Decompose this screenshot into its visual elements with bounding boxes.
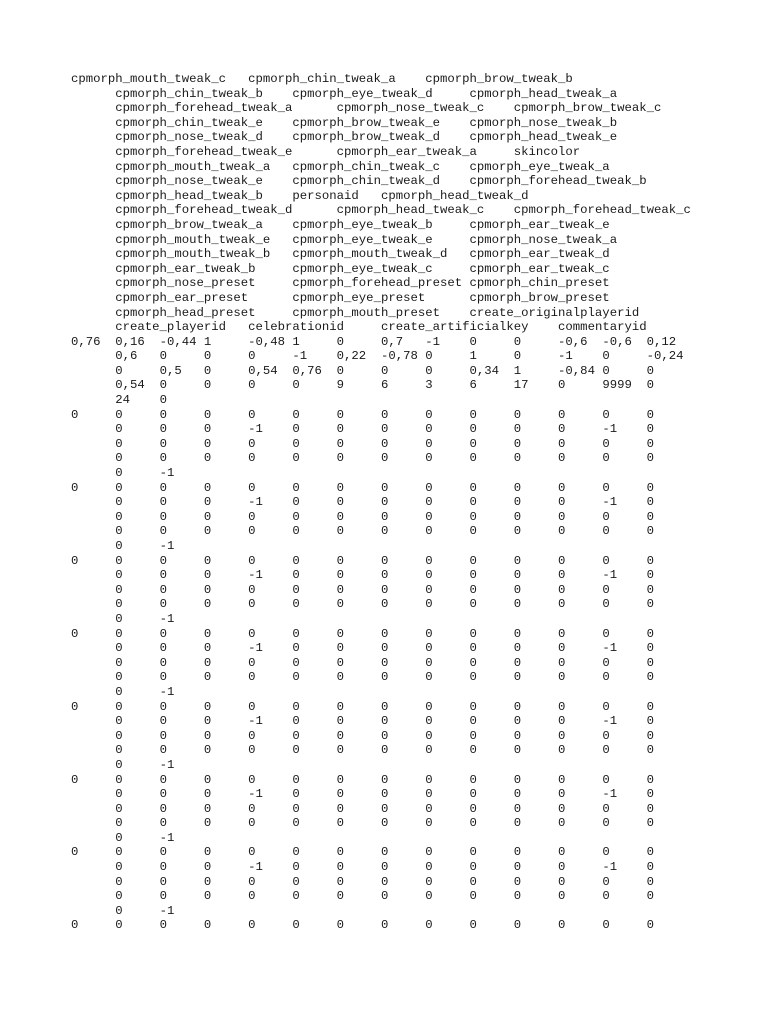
header-line: cpmorph_forehead_tweak_d cpmorph_head_tweak_c cpmorph_forehead_tweak_c [71,203,691,218]
data-line: 0,54 0 0 0 0 9 6 3 6 17 0 9999 0 [71,378,654,393]
data-line: 0,6 0 0 0 -1 0,22 -0,78 0 1 0 -1 0 -0,24 [71,349,684,364]
document-text [71,72,691,933]
data-line: 0 0 0 -1 0 0 0 0 0 0 0 -1 0 [71,495,654,510]
data-line: 0 0 0 -1 0 0 0 0 0 0 0 -1 0 [71,787,654,802]
data-line: 0 -1 [71,539,175,553]
header-line: cpmorph_forehead_tweak_a cpmorph_nose_tweak_c cpmorph_brow_tweak_c [71,101,662,116]
data-line: 0 -1 [71,684,175,699]
header-line: cpmorph_head_tweak_b personaid cpmorph_head_tweak_d [71,188,529,203]
data-line: 0 0 0 0 0 0 0 0 0 0 0 0 0 0 [71,626,654,641]
data-line: 0 0 0 -1 0 0 0 0 0 0 0 -1 0 [71,641,654,656]
header-line: cpmorph_nose_tweak_d cpmorph_brow_tweak_d cpmorph_head_tweak_e [71,130,618,145]
data-line: 0 0 0 -1 0 0 0 0 0 0 0 -1 0 [71,422,654,437]
data-line: 0 0 0 0 0 0 0 0 0 0 0 0 0 [71,889,654,904]
data-line: 0 0 0 0 0 0 0 0 0 0 0 0 0 [71,728,654,743]
data-line: 0,76 0,16 -0,44 1 -0,48 1 0 0,7 -1 0 0 -0,6 -0,6 0,12 [71,334,677,349]
header-line: cpmorph_nose_tweak_e cpmorph_chin_tweak_d cpmorph_forehead_tweak_b [71,174,647,189]
header-line: cpmorph_ear_preset cpmorph_eye_preset cpmorph_brow_preset [71,290,610,305]
data-line: 0 0 0 0 0 0 0 0 0 0 0 0 0 0 [71,553,654,568]
header-line: create_playerid celebrationid create_artificialkey commentaryid [71,320,647,335]
data-line: 0 0 0 0 0 0 0 0 0 0 0 0 0 [71,451,654,466]
header-line: cpmorph_nose_preset cpmorph_forehead_preset cpmorph_chin_preset [71,276,610,291]
header-line: cpmorph_mouth_tweak_c cpmorph_chin_tweak_a cpmorph_brow_tweak_b [71,72,573,86]
data-line: 0 -1 [71,757,175,772]
data-line: 0 0 0 0 0 0 0 0 0 0 0 0 0 [71,436,654,451]
data-line: 0 0,5 0 0,54 0,76 0 0 0 0,34 1 -0,84 0 0 [71,363,654,378]
data-line: 0 0 0 0 0 0 0 0 0 0 0 0 0 0 [71,772,654,787]
data-line: 0 0 0 0 0 0 0 0 0 0 0 0 0 0 [71,845,654,860]
header-line: cpmorph_head_preset cpmorph_mouth_preset create_originalplayerid [71,305,640,320]
data-line: 0 0 0 0 0 0 0 0 0 0 0 0 0 [71,524,654,539]
data-line: 0 -1 [71,611,175,626]
data-line: 0 -1 [71,903,175,918]
data-line: 0 0 0 0 0 0 0 0 0 0 0 0 0 [71,582,654,597]
data-line: 0 0 0 0 0 0 0 0 0 0 0 0 0 [71,670,654,685]
header-line: cpmorph_mouth_tweak_a cpmorph_chin_tweak_c cpmorph_eye_tweak_a [71,159,610,174]
data-line: 24 0 [71,393,167,408]
data-line: 0 -1 [71,830,175,845]
header-line: cpmorph_chin_tweak_e cpmorph_brow_tweak_e cpmorph_nose_tweak_b [71,115,618,130]
data-line: 0 0 0 -1 0 0 0 0 0 0 0 -1 0 [71,860,654,875]
data-line: 0 0 0 0 0 0 0 0 0 0 0 0 0 0 [71,699,654,714]
header-line: cpmorph_brow_tweak_a cpmorph_eye_tweak_b cpmorph_ear_tweak_e [71,217,610,232]
data-line: 0 0 0 -1 0 0 0 0 0 0 0 -1 0 [71,714,654,729]
data-line: 0 0 0 0 0 0 0 0 0 0 0 0 0 0 [71,480,654,495]
data-line: 0 0 0 0 0 0 0 0 0 0 0 0 0 [71,816,654,831]
data-line: 0 0 0 -1 0 0 0 0 0 0 0 -1 0 [71,568,654,583]
header-line: cpmorph_mouth_tweak_e cpmorph_eye_tweak_e cpmorph_nose_tweak_a [71,232,618,247]
data-line: 0 0 0 0 0 0 0 0 0 0 0 0 0 [71,874,654,889]
data-line: 0 0 0 0 0 0 0 0 0 0 0 0 0 [71,801,654,816]
header-line: cpmorph_chin_tweak_b cpmorph_eye_tweak_d cpmorph_head_tweak_a [71,86,618,101]
data-line: 0 0 0 0 0 0 0 0 0 0 0 0 0 [71,743,654,758]
data-line: 0 -1 [71,466,175,481]
header-line: cpmorph_ear_tweak_b cpmorph_eye_tweak_c cpmorph_ear_tweak_c [71,261,610,276]
data-line: 0 0 0 0 0 0 0 0 0 0 0 0 0 0 [71,918,654,933]
header-line: cpmorph_forehead_tweak_e cpmorph_ear_tweak_a skincolor [71,144,581,159]
data-line: 0 0 0 0 0 0 0 0 0 0 0 0 0 0 [71,407,654,422]
header-line: cpmorph_mouth_tweak_b cpmorph_mouth_tweak_d cpmorph_ear_tweak_d [71,247,610,262]
data-line: 0 0 0 0 0 0 0 0 0 0 0 0 0 [71,597,654,612]
data-line: 0 0 0 0 0 0 0 0 0 0 0 0 0 [71,655,654,670]
data-line: 0 0 0 0 0 0 0 0 0 0 0 0 0 [71,509,654,524]
